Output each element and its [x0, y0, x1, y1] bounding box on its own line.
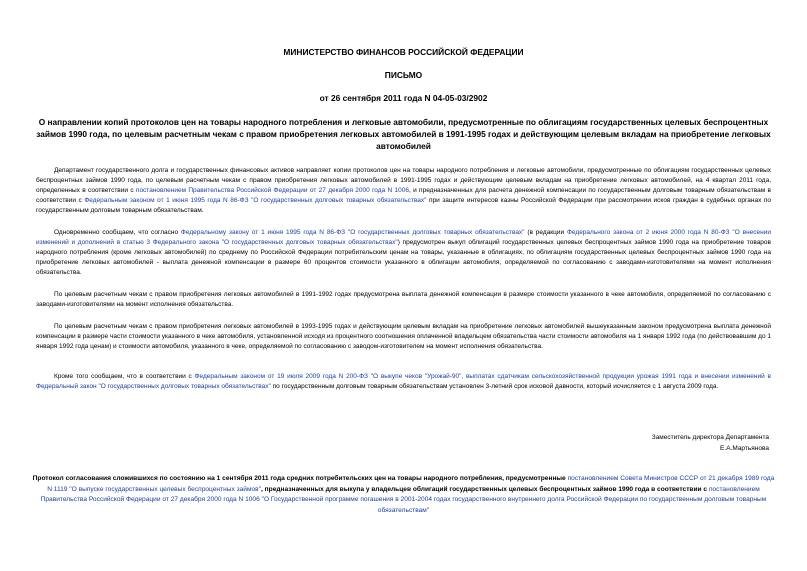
- document-date-number: от 26 сентября 2011 года N 04-05-03/2902: [319, 93, 488, 103]
- paragraph-3: По целевым расчетным чекам с правом приобретения легковых автомобилей в 1991-1992 годах предусмотрена выплата денежной компенсации в размере стоимости указанного в чеке автомобиля, определяемой по согласованию с заводами-изготовителями на момент исполнения обязательства.: [36, 291, 771, 308]
- paragraph-1-text-3: при защите интересов казны Российской Федерации при рассмотрении исков граждан в судебных органах по государственным долговым товарным обязательствам.: [36, 197, 771, 214]
- paragraph-2: [36, 228, 771, 278]
- link-ussr-decree-1119[interactable]: постановлением Совета Министров СССР от 21 декабря 1989 года N 1119 "О выпуске государственных целевых беспроцентных займов": [47, 475, 775, 493]
- paragraph-5-text-1: Кроме того сообщаем, что в соответствии с: [54, 373, 195, 380]
- link-federal-law-80-fz[interactable]: Федерального закона от 2 июня 2000 года N 80-ФЗ "О внесении изменений и дополнений в статью 3 Федерального закона "О государственных долговых товарных обязательствах": [36, 229, 771, 246]
- document-type: ПИСЬМО: [384, 70, 423, 80]
- paragraph-4: По целевым расчетным чекам с правом приобретения легковых автомобилей в 1993-1995 годах и действующим целевым вкладам на приобретение легковых автомобилей вышеуказанным законом предусмотрена выплата денежной компенсации в размере части стоимости указанного в чеке автомобиля, установленной исходя из процентного соотношения оплаченной владельцем обязательства части стоимости автомобиля на 1 января 1992 года (по действовавшим до 1 января 1992 года ценам) и стоимости автомобиля, указанного в чеке, определяемой по согласованию с заводом-изготовителем на момент исполнения обязательства.: [36, 323, 771, 350]
- signatory-name: Е.А.Мартьянова: [720, 444, 769, 452]
- paragraph-5-text-2: по государственным долговым товарным обязательствам установлен 3-летний срок исковой давности, который исчисляется с 1 августа 2009 года.: [270, 383, 719, 390]
- link-federal-law-200-fz[interactable]: Федеральным законом от 19 июля 2009 года N 200-ФЗ "О выкупе чеков "Урожай-90", выплатах сдатчикам сельскохозяйственной продукции урожая 1991 года и внесении изменений в Федеральный закон "О государственных долговых товарных обязательствах": [36, 373, 771, 390]
- link-government-decree-1006-program[interactable]: постановлением Правительства Российской Федерации от 27 декабря 2000 года N 1006 "О Государственной программе погашения в 2001-2004 годах государственного внутреннего долга Российской Федерации по государственным долговым товарным обязательствам": [40, 485, 767, 514]
- link-government-decree-1006[interactable]: постановлением Правительства Российской Федерации от 27 декабря 2000 года N 1006: [135, 187, 409, 194]
- protocol-heading: [30, 474, 777, 516]
- paragraph-2-text-1: Одновременно сообщаем, что согласно: [54, 229, 181, 236]
- paragraph-2-text-2: (в редакции: [524, 229, 567, 236]
- signatory-position: Заместитель директора Департамента: [651, 434, 769, 441]
- paragraph-1-text-1: Департамент государственного долга и государственных финансовых активов направляет копии протоколов цен на товары народного потребления и легковые автомобили, предусмотренные по облигациям государственных целевых беспроцентных займов 1990 года, по целевым расчетным чекам с правом приобретения легковых автомобилей в 1991-1995 годах и действующим целевым вкладам на приобретение легковых автомобилей, на 4 квартал 2011 года, определенных в соответствии с: [36, 167, 771, 194]
- protocol-text-2: , предназначенных для выкупа у владельцев облигаций государственных целевых беспроцентных займов 1990 года в соответствии с: [261, 485, 709, 493]
- paragraph-1: [36, 166, 771, 216]
- paragraph-1-text-2: , и предназначенных для расчета денежной компенсации по государственным долговым товарным обязательствам в соответствии с: [36, 187, 771, 204]
- protocol-text-1: Протокол согласования сложившихся по состоянию на 1 сентября 2011 года средних потребительских цен на товары народного потребления, предусмотренные: [32, 475, 568, 482]
- document-title: О направлении копий протоколов цен на товары народного потребления и легковые автомобили, предусмотренные по облигациям государственных целевых беспроцентных займов 1990 года, по целевым расчетным чекам с правом приобретения легковых автомобилей в 1991-1995 годах и действующим целевым вкладам на приобретение легковых автомобилей: [36, 117, 771, 151]
- paragraph-5: [36, 372, 771, 392]
- ministry-heading: МИНИСТЕРСТВО ФИНАНСОВ РОССИЙСКОЙ ФЕДЕРАЦИИ: [283, 47, 524, 57]
- paragraph-2-text-3: ) предусмотрен выкуп облигаций государственных целевых беспроцентных займов 1990 года на приобретение товаров народного потребления (кроме легковых автомобилей) по среднему по Российской Федерации потребительским ценам на товары, указанные в облигациях, по облигациям государственных целевых беспроцентных займов 1990 года на приобретение легковых автомобилей - выплата денежной компенсации в размере 60 процентов стоимости указанного в облигации автомобиля, определяемой по согласованию с заводами-изготовителями на момент исполнения обязательства.: [36, 239, 771, 276]
- link-federal-law-86-fz[interactable]: Федеральным законом от 1 июня 1995 года N 86-ФЗ "О государственных долговых товарных обязательствах": [84, 197, 427, 204]
- signature-block: [469, 433, 769, 454]
- link-federal-law-86-fz-2[interactable]: Федеральному закону от 1 июня 1995 года N 86-ФЗ "О государственных долговых товарных обязательствах": [180, 229, 525, 236]
